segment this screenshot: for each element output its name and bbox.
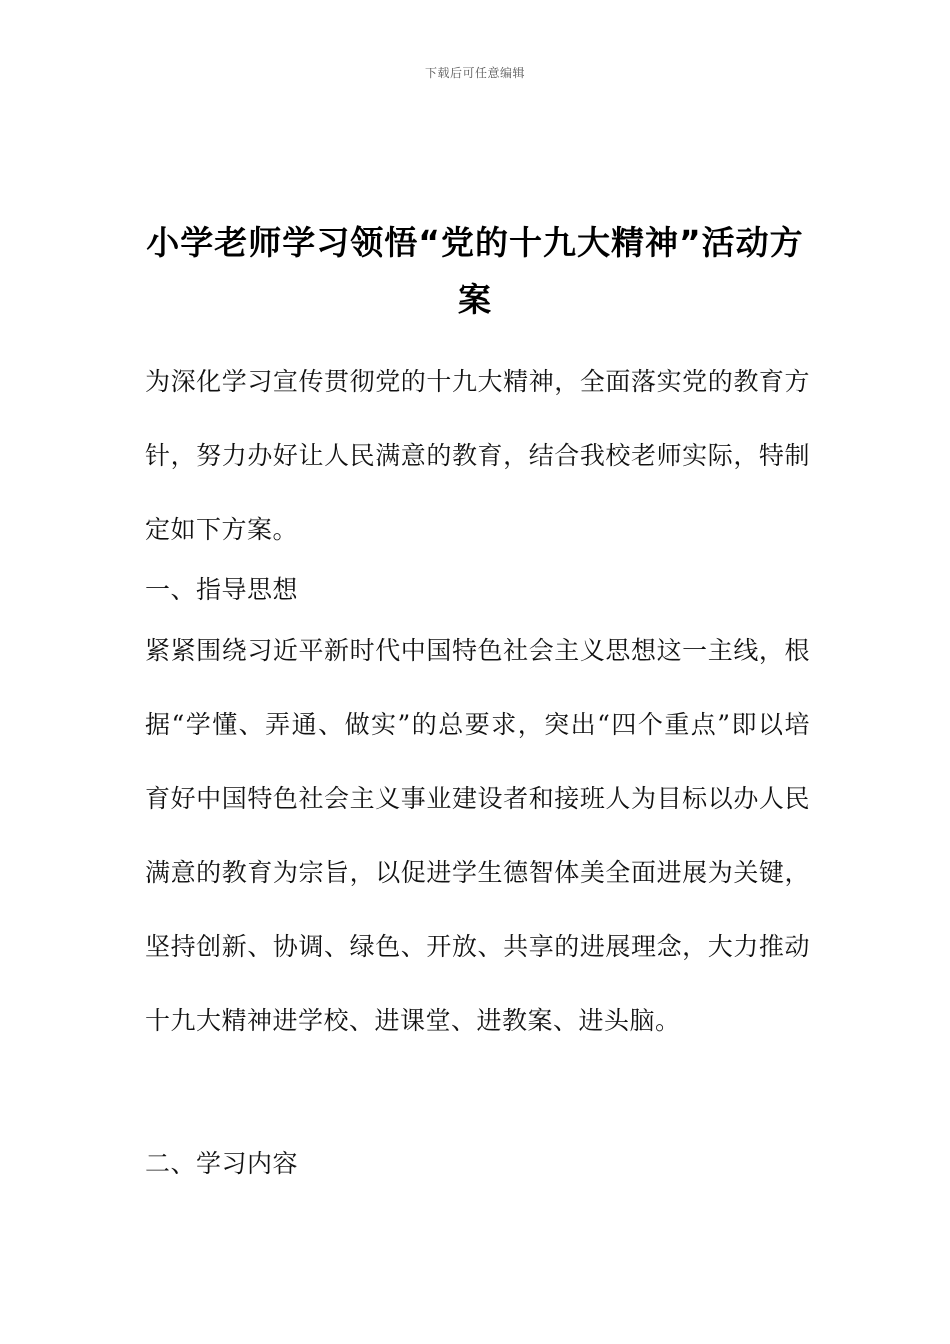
section-2-heading-block	[145, 1134, 810, 1194]
document-title: 小学老师学习领悟“党的十九大精神”活动方案	[146, 223, 804, 319]
section-1-paragraph: 紧紧围绕习近平新时代中国特色社会主义思想这一主线，根据“学懂、弄通、做实”的总要求，突出“四个重点”即以培育好中国特色社会主义事业建设者和接班人为目标以办人民满意的教育为宗旨，以促进学生德智体美全面进展为关键，坚持创新、协调、绿色、开放、共享的进展理念，大力推动十九大精神进学校、进课堂、进教案、进头脑。	[145, 636, 810, 1035]
intro-block	[145, 345, 810, 567]
section-1-block	[145, 614, 810, 1058]
section-1-heading: 一、指导思想	[145, 575, 299, 604]
section-2-heading: 二、学习内容	[145, 1149, 299, 1178]
intro-paragraph: 为深化学习宣传贯彻党的十九大精神，全面落实党的教育方针，努力办好让人民满意的教育，结合我校老师实际，特制定如下方案。	[145, 367, 810, 544]
section-1-heading-block	[145, 560, 810, 620]
header-note: 下载后可任意编辑	[424, 66, 525, 80]
